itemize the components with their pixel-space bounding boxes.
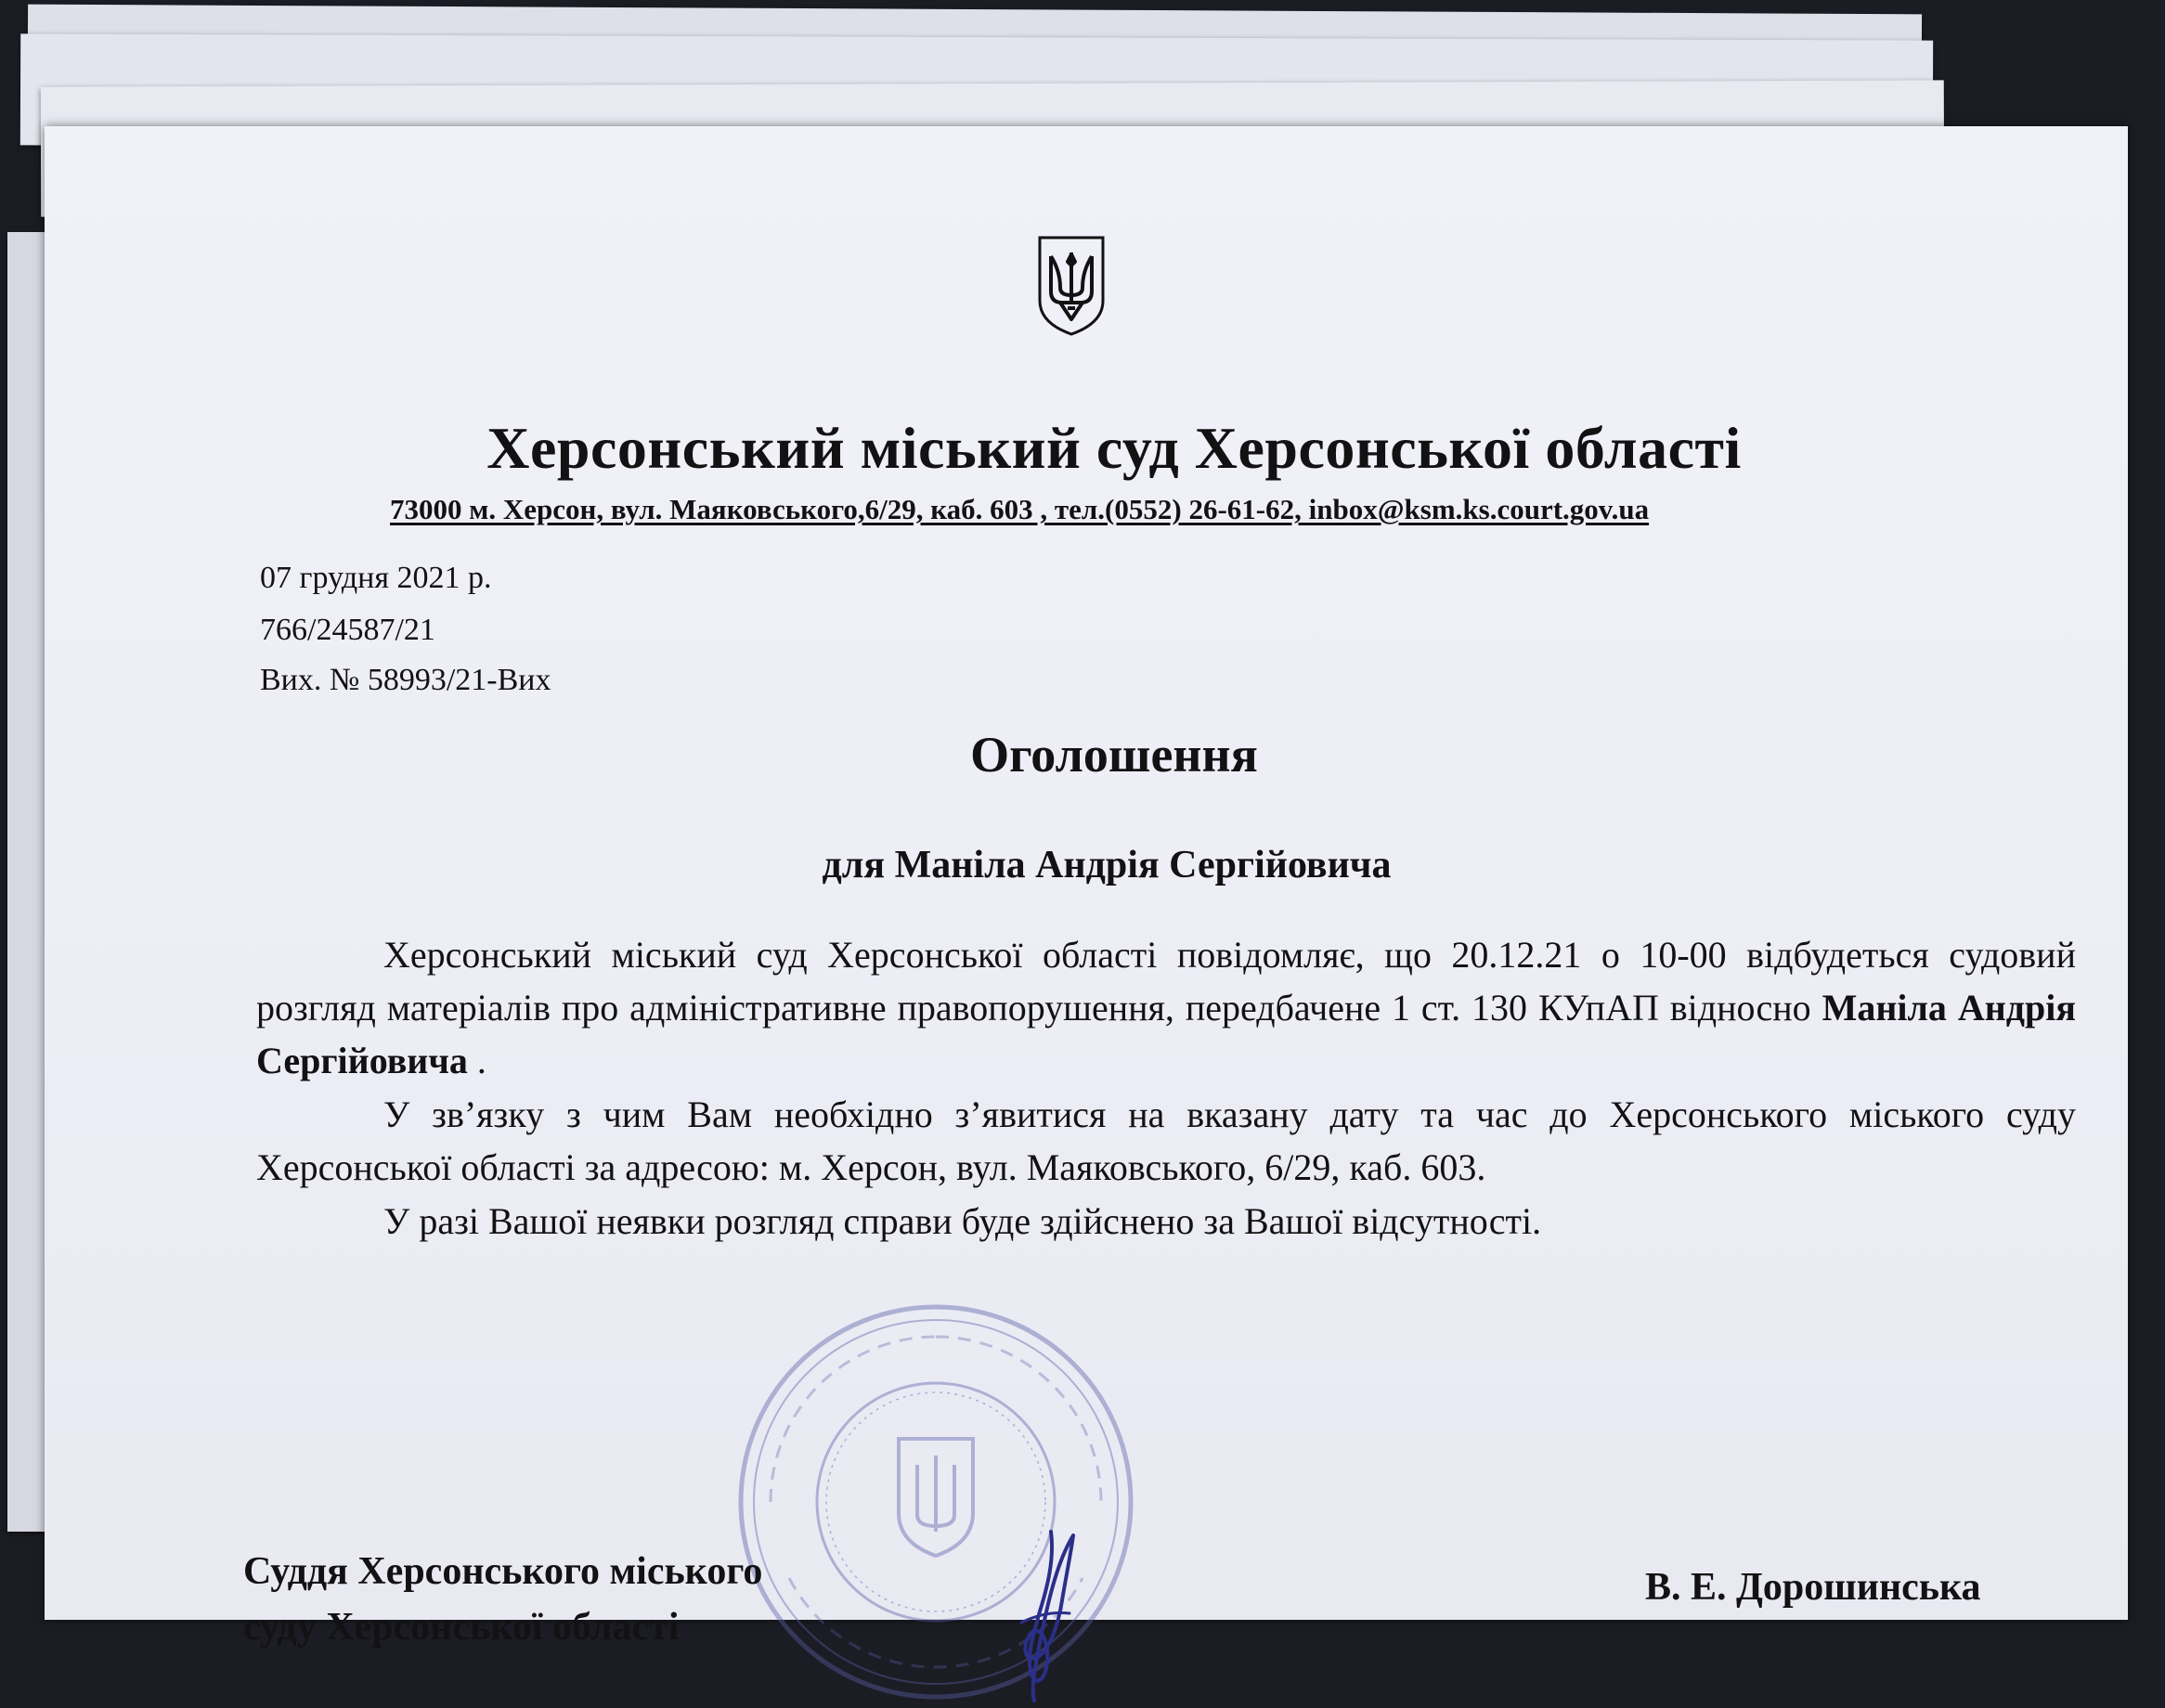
outgoing-number: Вих. № 58993/21-Вих [260, 663, 551, 697]
paragraph-hearing-name: Маніла Андрія Сергійовича [256, 987, 2076, 1081]
document-date: 07 грудня 2021 р. [260, 561, 492, 595]
court-title: Херсонський міський суд Херсонської області [486, 415, 1742, 481]
signer-title-line1: Суддя Херсонського міського [243, 1550, 763, 1593]
signer-name: В. Е. Дорошинська [1645, 1566, 1981, 1609]
paragraph-absence: У разі Вашої неявки розгляд справи буде здійснено за Вашої відсутності. [383, 1200, 1542, 1242]
case-number: 766/24587/21 [260, 613, 435, 647]
document-heading: Оголошення [970, 727, 1258, 783]
handwritten-signature [993, 1522, 1095, 1708]
paragraph-summons: У зв’язку з чим Вам необхідно з’явитися на вказану дату та час до Херсонського міського суду Херсонської області за адресою: м. Херсон, вул. Маяковського, 6/29, каб. 603. [256, 1093, 2076, 1188]
recipient-line: для Маніла Андрія Сергійовича [822, 844, 1392, 886]
trident-coat-of-arms-icon [1036, 234, 1107, 338]
announcement-body [256, 928, 2076, 1248]
signer-title [243, 1544, 762, 1655]
paragraph-hearing-text: Херсонський міський суд Херсонської області повідомляє, що 20.12.21 о 10-00 відбудеться судовий розгляд матеріалів про адміністративне правопорушення, передбачене 1 ст. 130 КУпАП відносно [256, 934, 2076, 1029]
signer-title-line2: суду Херсонської області [243, 1606, 680, 1649]
paragraph-hearing [256, 928, 2076, 1087]
court-address: 73000 м. Херсон, вул. Маяковського,6/29, каб. 603 , тел.(0552) 26-61-62, inbox@ksm.ks.court.gov.ua [390, 493, 1650, 525]
document-page [45, 126, 2128, 1649]
paragraph-hearing-end: . [467, 1040, 486, 1081]
